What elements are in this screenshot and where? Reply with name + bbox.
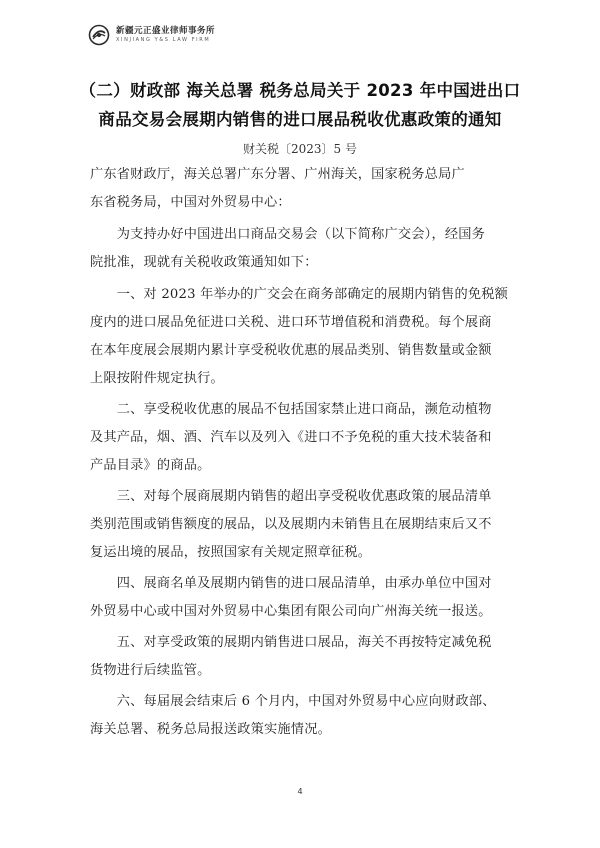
body-line: 一、对 2023 年举办的广交会在商务部确定的展期内销售的免税额 bbox=[90, 287, 508, 302]
firm-name-cn: 新疆元正盛业律师事务所 bbox=[116, 25, 216, 36]
body-line: 东省税务局，中国对外贸易中心： bbox=[90, 195, 291, 210]
body-line: 五、对享受政策的展期内销售进口展品，海关不再按特定减免税 bbox=[90, 635, 492, 650]
body-line: 院批准，现就有关税收政策通知如下： bbox=[90, 255, 318, 270]
body-line: 四、展商名单及展期内销售的进口展品清单，由承办单位中国对 bbox=[90, 576, 492, 591]
document-title-line-1: （二）财政部 海关总署 税务总局关于 2023 年中国进出口 bbox=[79, 81, 521, 100]
body-line: 为支持办好中国进出口商品交易会（以下简称广交会），经国务 bbox=[90, 227, 486, 242]
body-line: 上限按附件规定执行。 bbox=[90, 371, 224, 386]
body-line: 度内的进口展品免征进口关税、进口环节增值税和消费税。每个展商 bbox=[90, 315, 492, 330]
body-line: 外贸易中心或中国对外贸易中心集团有限公司向广州海关统一报送。 bbox=[90, 604, 492, 619]
firm-name-en: XINJIANG Y&S LAW FIRM bbox=[116, 37, 211, 44]
body-line: 广东省财政厅，海关总署广东分署、广州海关，国家税务总局广 bbox=[90, 167, 465, 182]
body-line: 海关总署、税务总局报送政策实施情况。 bbox=[90, 722, 331, 737]
body-line: 货物进行后续监管。 bbox=[90, 663, 211, 678]
body-line: 类别范围或销售额度的展品，以及展期内未销售且在展期结束后又不 bbox=[90, 517, 492, 532]
firm-logo-icon bbox=[88, 24, 110, 46]
body-line: 复运出境的展品，按照国家有关规定照章征税。 bbox=[90, 545, 372, 560]
body-line: 六、每届展会结束后 6 个月内，中国对外贸易中心应向财政部、 bbox=[90, 694, 496, 709]
body-line: 在本年度展会展期内累计享受税收优惠的展品类别、销售数量或金额 bbox=[90, 343, 492, 358]
document-number: 财关税〔2023〕5 号 bbox=[243, 142, 357, 156]
page-number: 4 bbox=[297, 787, 303, 796]
body-line: 及其产品，烟、酒、汽车以及列入《进口不予免税的重大技术装备和 bbox=[90, 430, 492, 445]
body-line: 三、对每个展商展期内销售的超出享受税收优惠政策的展品清单 bbox=[90, 489, 492, 504]
body-line: 二、享受税收优惠的展品不包括国家禁止进口商品，濒危动植物 bbox=[90, 402, 492, 417]
body-line: 产品目录》的商品。 bbox=[90, 458, 211, 473]
firm-header bbox=[88, 22, 215, 48]
document-title-line-2: 商品交易会展期内销售的进口展品税收优惠政策的通知 bbox=[98, 110, 502, 129]
